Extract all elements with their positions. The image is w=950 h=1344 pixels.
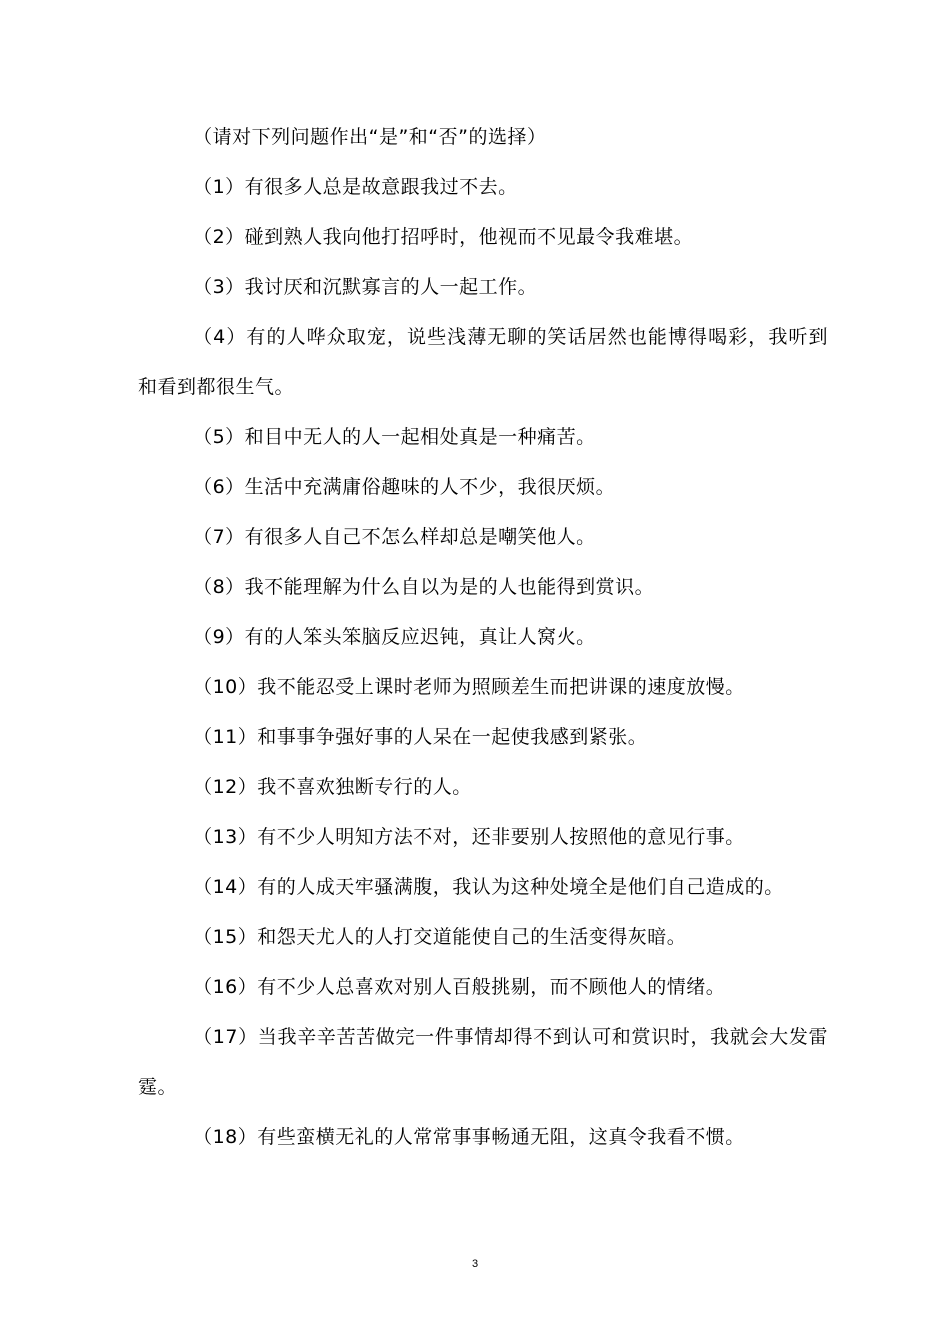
- question-5: （5）和目中无人的人一起相处真是一种痛苦。: [193, 426, 596, 448]
- question-17: （17）当我辛辛苦苦做完一件事情却得不到认可和赏识时，我就会大发雷霆。: [138, 1026, 828, 1098]
- question-8: （8）我不能理解为什么自以为是的人也能得到赏识。: [193, 576, 655, 598]
- question-9: （9）有的人笨头笨脑反应迟钝，真让人窝火。: [193, 626, 596, 648]
- question-4: （4）有的人哗众取宠，说些浅薄无聊的笑话居然也能博得喝彩，我听到和看到都很生气。: [138, 326, 828, 398]
- question-18: （18）有些蛮横无礼的人常常事事畅通无阻，这真令我看不惯。: [193, 1126, 745, 1148]
- question-12: （12）我不喜欢独断专行的人。: [193, 776, 472, 798]
- question-13: （13）有不少人明知方法不对，还非要别人按照他的意见行事。: [193, 826, 745, 848]
- question-3: （3）我讨厌和沉默寡言的人一起工作。: [193, 276, 538, 298]
- question-11: （11）和事事争强好事的人呆在一起使我感到紧张。: [193, 726, 648, 748]
- question-2: （2）碰到熟人我向他打招呼时，他视而不见最令我难堪。: [193, 226, 694, 248]
- question-1: （1）有很多人总是故意跟我过不去。: [193, 176, 518, 198]
- question-7: （7）有很多人自己不怎么样却总是嘲笑他人。: [193, 526, 596, 548]
- instruction-paragraph: （请对下列问题作出“是”和“否”的选择）: [193, 126, 547, 148]
- question-10: （10）我不能忍受上课时老师为照顾差生而把讲课的速度放慢。: [193, 676, 745, 698]
- document-body: [138, 112, 828, 1162]
- page-number: 3: [471, 1258, 479, 1270]
- question-16: （16）有不少人总喜欢对别人百般挑剔，而不顾他人的情绪。: [193, 976, 726, 998]
- question-6: （6）生活中充满庸俗趣味的人不少，我很厌烦。: [193, 476, 616, 498]
- question-14: （14）有的人成天牢骚满腹，我认为这种处境全是他们自己造成的。: [193, 876, 784, 898]
- question-15: （15）和怨天尤人的人打交道能使自己的生活变得灰暗。: [193, 926, 687, 948]
